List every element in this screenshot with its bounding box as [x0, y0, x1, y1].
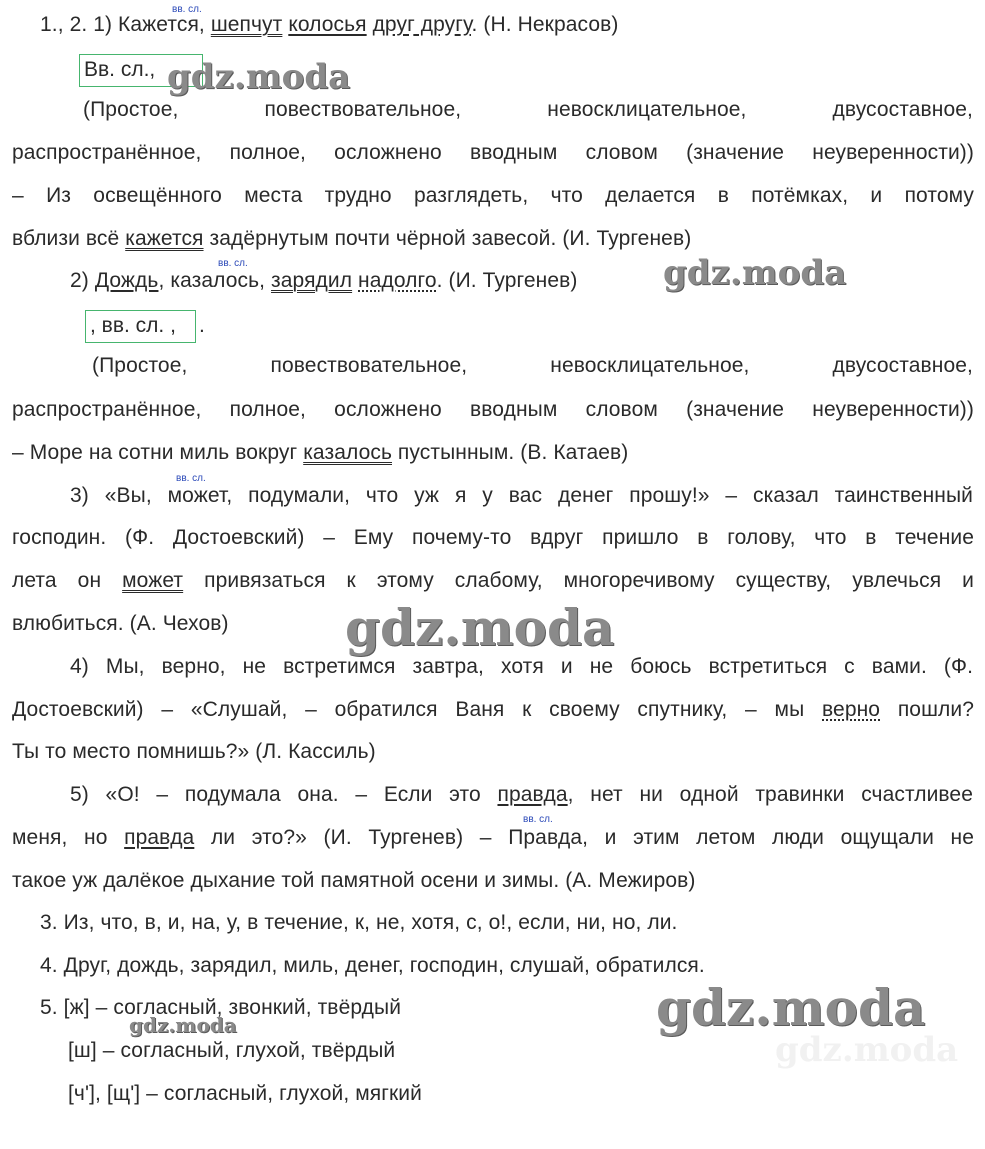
text-line: такое уж далёкое дыхание той памятной осени и зимы. (А. Межиров) [12, 869, 696, 892]
text-line: вблизи всё кажется задёрнутым почти чёрной завесой. (И. Тургенев) [12, 227, 692, 250]
text-line: 3) «Вы, может, подумали, что уж я у вас денег прошу!» – сказал таинственный [70, 484, 973, 507]
subject: правда [497, 783, 568, 806]
text-line: господин. (Ф. Достоевский) – Ему почему-то вдруг пришло в голову, что в течение [12, 526, 974, 549]
subject: колосья [288, 13, 367, 36]
predicate: шепчут [210, 13, 283, 36]
text-line: распространённое, полное, осложнено вводным словом (значение неуверенности)) [12, 141, 974, 164]
task-5-answer: [ш] – согласный, глухой, твёрдый [68, 1039, 396, 1062]
adverbial: надолго [358, 269, 437, 292]
task-5-answer: 5. [ж] – согласный, звонкий, твёрдый [40, 996, 402, 1019]
text-line: 1., 2. 1) Кажется, шепчут колосья друг другу. (Н. Некрасов) [40, 13, 619, 36]
text-line: влюбиться. (А. Чехов) [12, 612, 229, 635]
scheme-period: . [199, 314, 205, 337]
text-line: Достоевский) – «Слушай, – обратился Ваня к своему спутнику, – мы верно пошли? [12, 698, 974, 721]
task-4-answer: 4. Друг, дождь, зарядил, миль, денег, господин, слушай, обратился. [40, 954, 705, 977]
text-line: лета он может привязаться к этому слабому, многоречивому существу, увлечься и [12, 569, 974, 592]
predicate: может [122, 569, 184, 592]
text-line: – Море на сотни миль вокруг казалось пустынным. (В. Катаев) [12, 441, 629, 464]
text-line: 2) Дождь, казалось, зарядил надолго. (И. Тургенев) [70, 269, 578, 292]
predicate: кажется [125, 227, 204, 250]
predicate: казалось [303, 441, 392, 464]
subject: правда [124, 826, 195, 849]
scheme-box: Вв. сл., [79, 54, 203, 87]
watermark-faint: gdz.moda [775, 1030, 959, 1070]
watermark: gdz.moda [656, 978, 926, 1037]
text-line: (Простое, повествовательное, невосклицательное, двусоставное, [92, 354, 973, 377]
subject: Дождь [94, 269, 159, 292]
introductory-word-mark: вв. сл. [176, 473, 206, 484]
watermark: gdz.moda [129, 1013, 237, 1037]
watermark: gdz.moda [345, 598, 615, 657]
text-line: распространённое, полное, осложнено вводным словом (значение неуверенности)) [12, 398, 974, 421]
object: друг другу [372, 13, 472, 36]
watermark: gdz.moda [167, 57, 351, 97]
text-line: Ты то место помнишь?» (Л. Кассиль) [12, 740, 376, 763]
text-line: 4) Мы, верно, не встретимся завтра, хотя и не боюсь встретиться с вами. (Ф. [70, 655, 973, 678]
text-line: меня, но правда ли это?» (И. Тургенев) – Правда, и этим летом люди ощущали не [12, 826, 974, 849]
task-5-answer: [ч'], [щ'] – согласный, глухой, мягкий [68, 1082, 422, 1105]
predicate: зарядил [271, 269, 353, 292]
text-line: 5) «О! – подумала она. – Если это правда, нет ни одной травинки счастливее [70, 783, 973, 806]
introductory-word-mark: вв. сл. [172, 4, 202, 15]
scheme-box: , вв. сл. , [85, 310, 196, 343]
text-line: – Из освещённого места трудно разглядеть, что делается в потёмках, и потому [12, 184, 974, 207]
task-3-answer: 3. Из, что, в, и, на, у, в течение, к, не, хотя, с, о!, если, ни, но, ли. [40, 911, 678, 934]
text-line: (Простое, повествовательное, невосклицательное, двусоставное, [83, 98, 973, 121]
adverbial: верно [822, 698, 881, 721]
introductory-word-mark: вв. сл. [218, 258, 248, 269]
introductory-word-mark: вв. сл. [523, 814, 553, 825]
watermark: gdz.moda [663, 253, 847, 293]
